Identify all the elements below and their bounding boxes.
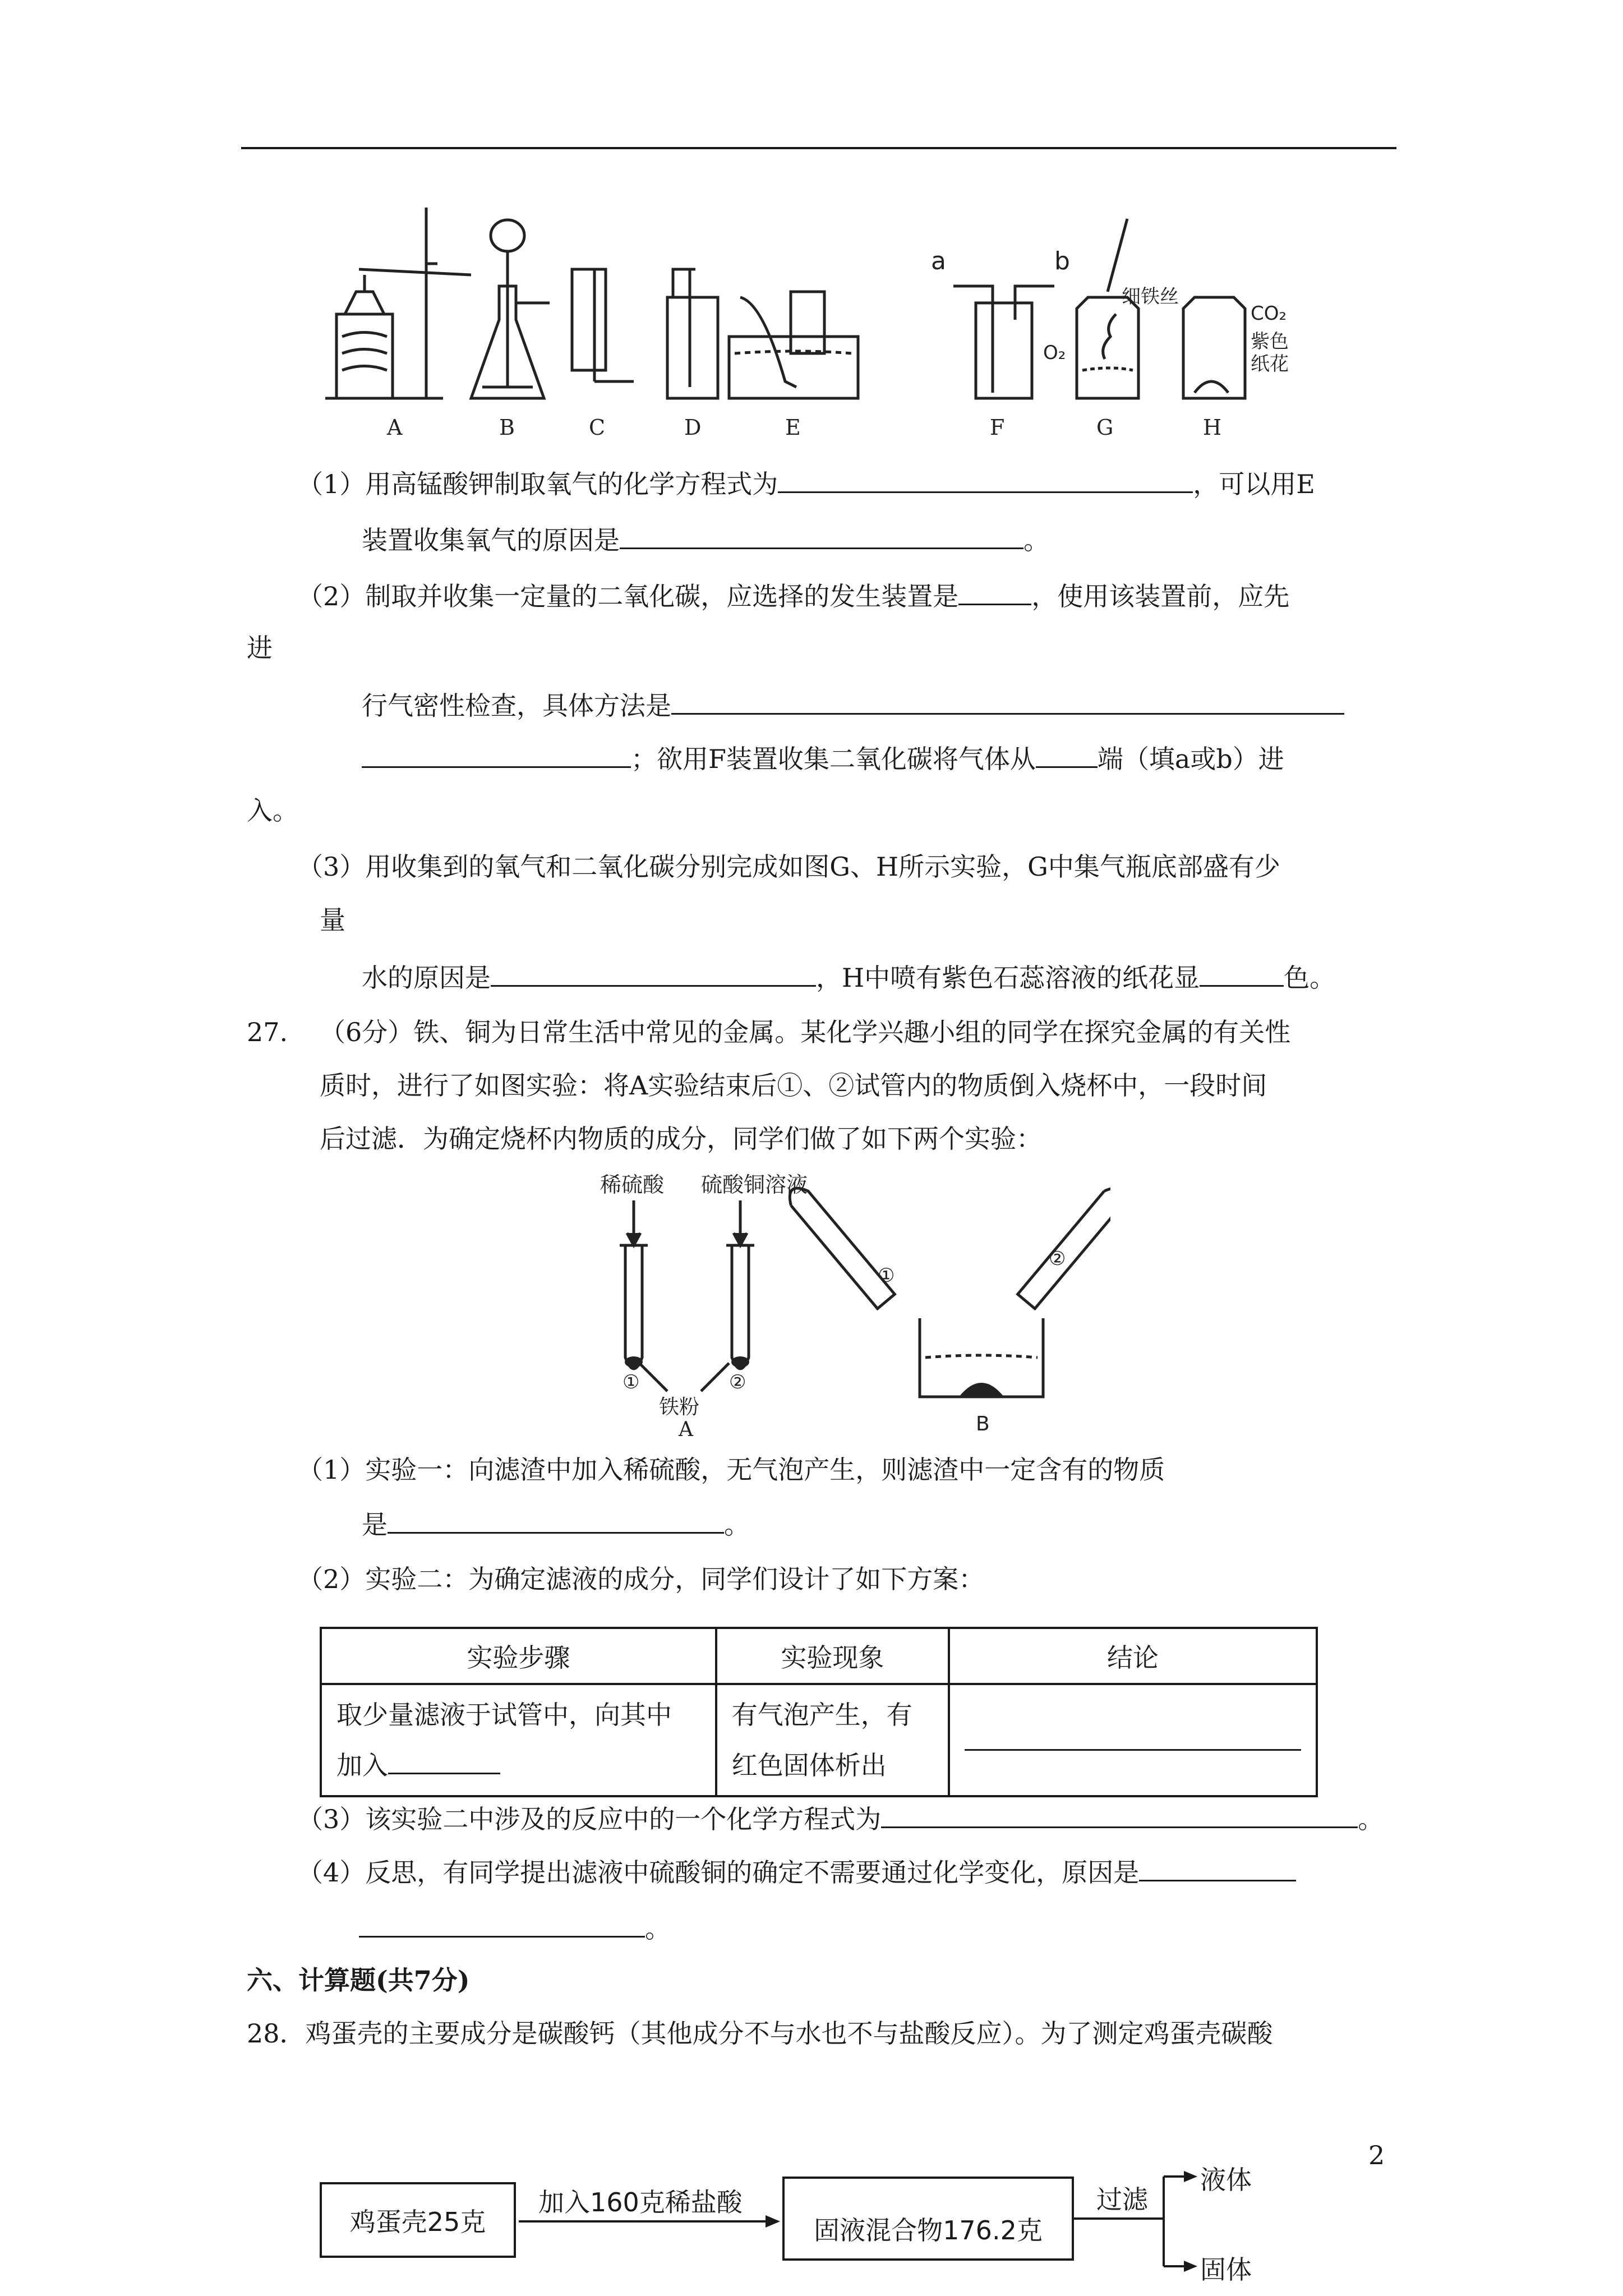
label-f: F (990, 415, 1005, 440)
q27-intro-line1: 27. （6分）铁、铜为日常生活中常见的金属。某化学兴趣小组的同学在探究金属的有关性 (247, 1017, 1291, 1047)
section-6-title: 六、计算题(共7分) (247, 1965, 470, 1995)
flow-box-eggshell (320, 2182, 516, 2258)
q26-p2-line5: 入。 (247, 795, 298, 826)
step-line-2: 加入 (336, 1740, 700, 1791)
q27-s3: （3）该实验二中涉及的反应中的一个化学方程式为 。 (297, 1801, 1384, 1836)
q27-intro-line2: 质时，进行了如图实验：将A实验结束后①、②试管内的物质倒入烧杯中，一段时间 (320, 1070, 1267, 1101)
q26-p3-line1: （3）用收集到的氧气和二氧化碳分别完成如图G、H所示实验，G中集气瓶底部盛有少 (297, 852, 1280, 882)
q27-figure (594, 1167, 1110, 1447)
blank-reflection-cont[interactable] (359, 1910, 645, 1938)
q28-text: 28．鸡蛋壳的主要成分是碳酸钙（其他成分不与水也不与盐酸反应）。为了测定鸡蛋壳碳酸 (247, 2018, 1273, 2049)
port-b-label: b (1054, 247, 1070, 275)
purple-flower-label-1: 紫色 (1251, 330, 1289, 353)
flow-box-2-text: 固液混合物176.2克 (814, 2215, 1043, 2246)
label-c: C (589, 415, 606, 440)
co2-label: CO₂ (1251, 302, 1287, 325)
blank-conclusion[interactable] (965, 1723, 1301, 1751)
flow-box-mixture (782, 2177, 1074, 2261)
blank-airtight-method[interactable] (671, 687, 1344, 715)
iron-powder-label: 铁粉 (659, 1396, 700, 1419)
q26-p2-line3: 行气密性检查，具体方法是 (362, 687, 1344, 723)
q26-p2-line2: 进 (247, 633, 273, 663)
header-rule (241, 147, 1396, 149)
q27-intro-line3: 后过滤．为确定烧杯内物质的成分，同学们做了如下两个实验： (320, 1124, 1042, 1154)
apparatus-h (1183, 297, 1245, 398)
table-cell-step (321, 1684, 716, 1796)
apparatus-e (729, 292, 858, 398)
table-cell-conclusion (949, 1684, 1317, 1796)
q27-s1-line2: 是 。 (362, 1506, 750, 1542)
label-a: A (387, 415, 403, 440)
q26-p3-line3: 水的原因是 ，H中喷有紫色石蕊溶液的纸花显 色。 (362, 959, 1335, 995)
label-h: H (1203, 415, 1222, 440)
apparatus-c (572, 269, 634, 381)
label-d: D (684, 415, 702, 440)
fig-b-label: B (976, 1412, 990, 1435)
fig-a-label: A (679, 1418, 693, 1441)
page-number: 2 (1368, 2140, 1385, 2170)
blank-reflection[interactable] (1139, 1854, 1296, 1881)
blank-co2-generator[interactable] (958, 578, 1031, 605)
table-header-phenomenon: 实验现象 (716, 1628, 949, 1684)
apparatus-a (325, 208, 471, 398)
blank-e-reason[interactable] (620, 522, 1023, 549)
table-header-conclusion: 结论 (949, 1628, 1317, 1684)
blank-water-reason[interactable] (491, 959, 816, 987)
iron-wire-label: 细铁丝 (1122, 286, 1179, 308)
experiment-table (320, 1627, 1318, 1797)
purple-flower-label-2: 纸花 (1251, 353, 1289, 375)
apparatus-d (667, 269, 718, 398)
q26-p2-line4: ；欲用F装置收集二氧化碳将气体从 端（填a或b）进 (362, 740, 1284, 776)
q27-s2: （2）实验二：为确定滤液的成分，同学们设计了如下方案： (297, 1564, 985, 1594)
blank-residue-substance[interactable] (388, 1506, 724, 1534)
phen-line-2: 红色固体析出 (731, 1750, 887, 1780)
blank-flower-color[interactable] (1200, 959, 1284, 987)
apparatus-figure (303, 208, 1312, 449)
tube-2-label-a: ② (729, 1371, 746, 1393)
q26-p3-line2: 量 (320, 905, 345, 935)
blank-equation-kmno4[interactable] (778, 466, 1193, 493)
port-a-label: a (931, 247, 946, 275)
reagent-1-label: 稀硫酸 (600, 1172, 665, 1197)
blank-chem-equation[interactable] (881, 1801, 1358, 1828)
blank-reagent-added[interactable] (388, 1747, 500, 1774)
flow-arrow-1 (519, 2213, 782, 2230)
phen-line-1: 有气泡产生，有 (731, 1700, 912, 1730)
reagent-2-label: 硫酸铜溶液 (701, 1172, 808, 1197)
q27-s4-line1: （4）反思，有同学提出滤液中硫酸铜的确定不需要通过化学变化，原因是 (297, 1854, 1296, 1889)
step-line-1: 取少量滤液于试管中，向其中 (336, 1700, 672, 1730)
flow-box-1-text: 鸡蛋壳25克 (349, 2206, 486, 2237)
q26-p1-line1: （1）用高锰酸钾制取氧气的化学方程式为 ，可以用E (297, 466, 1315, 501)
flow-arrow-2-label: 过滤 (1096, 2184, 1148, 2215)
label-e: E (785, 415, 801, 440)
q26-p1-line2: 装置收集氧气的原因是 。 (362, 522, 1049, 557)
flow-arrow-1-label: 加入160克稀盐酸 (538, 2187, 743, 2217)
label-g: G (1096, 415, 1114, 440)
apparatus-b (471, 220, 550, 398)
table-cell-phenomenon (716, 1684, 949, 1796)
tube-2-label-b: ② (1049, 1248, 1066, 1270)
tube-1-label-b: ① (878, 1264, 895, 1287)
q26-p2-line1: （2）制取并收集一定量的二氧化碳，应选择的发生装置是 ，使用该装置前，应先 (297, 578, 1289, 613)
apparatus-f (953, 286, 1054, 398)
flow-out-liquid: 液体 (1200, 2165, 1252, 2195)
tube-1-label-a: ① (623, 1371, 640, 1393)
apparatus-g (1077, 219, 1138, 398)
label-b: B (499, 415, 515, 440)
blank-airtight-method-cont[interactable] (362, 740, 631, 768)
blank-gas-port[interactable] (1036, 740, 1098, 768)
q27-s1-line1: （1）实验一：向滤渣中加入稀硫酸，无气泡产生，则滤渣中一定含有的物质 (297, 1455, 1165, 1485)
flow-out-solid: 固体 (1200, 2254, 1252, 2285)
table-header-steps: 实验步骤 (321, 1628, 716, 1684)
o2-label: O₂ (1043, 342, 1066, 364)
q27-s4-line2: 。 (359, 1910, 671, 1945)
